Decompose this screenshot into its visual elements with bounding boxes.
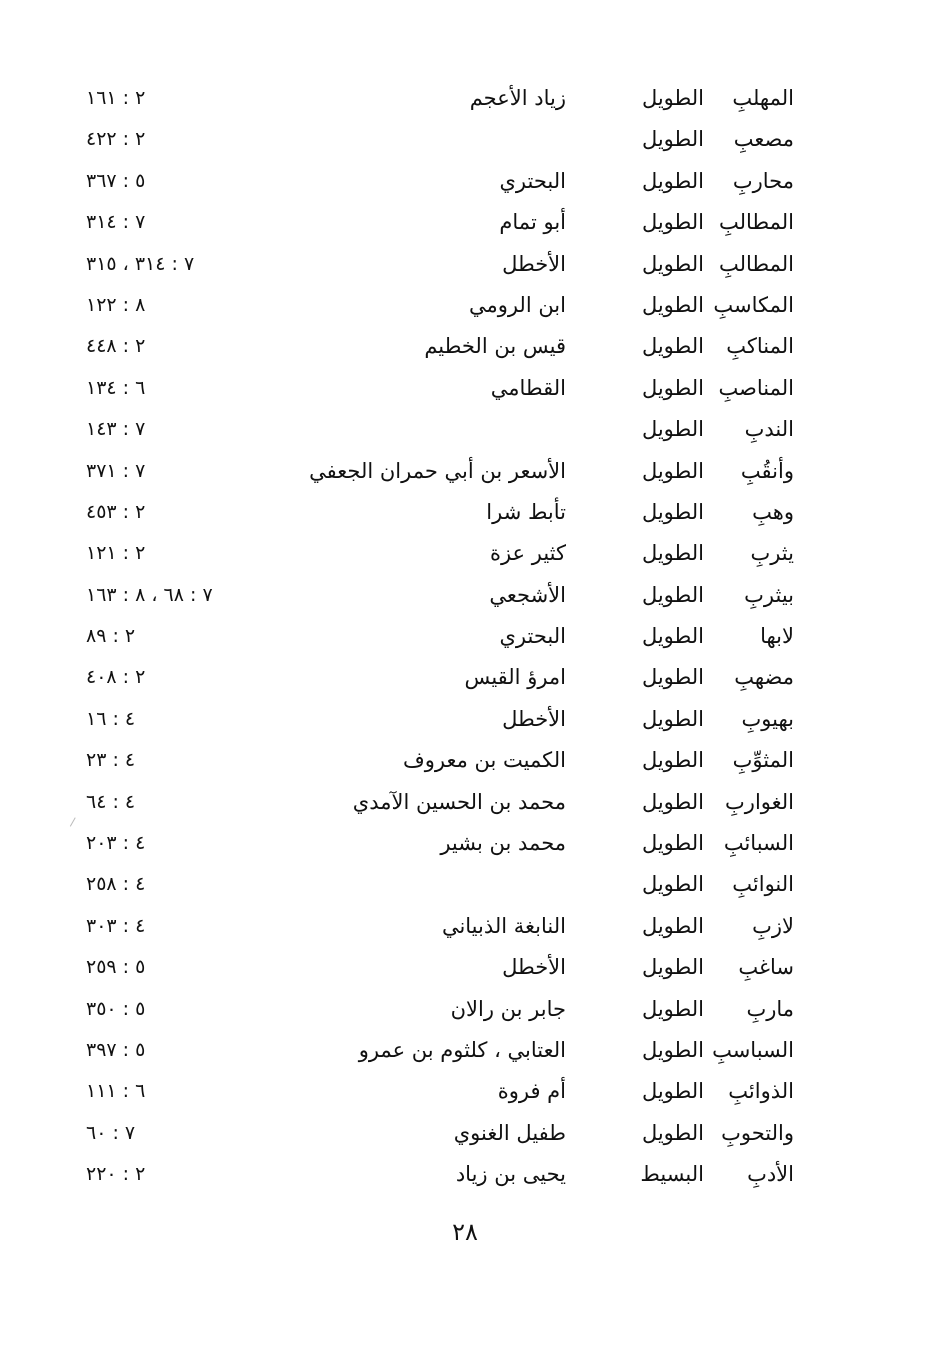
volume-page-reference: ٧ : ٦٠	[86, 1121, 136, 1144]
volume-page-reference: ٤ : ١٦	[86, 707, 136, 730]
rhyme-word: بهيوبِ	[741, 706, 794, 731]
index-row	[0, 494, 930, 535]
volume-page-reference: ٥ : ٢٥٩	[86, 956, 146, 979]
poet-name: زياد الأعجم	[469, 86, 566, 110]
volume-page-reference: ٤ : ٣٠٣	[86, 914, 146, 937]
volume-page-reference: ٧ : ٣١٤	[86, 211, 146, 234]
poet-name: امرؤ القيس	[464, 665, 566, 690]
volume-page-reference: ٢ : ٤٢٢	[86, 128, 146, 151]
index-row	[0, 784, 930, 825]
volume-page-reference: ٥ : ٣٦٧	[86, 169, 146, 192]
poet-name: البحتري	[499, 168, 566, 193]
meter-name: الطويل	[641, 1037, 704, 1062]
index-row	[0, 1115, 930, 1156]
volume-page-reference: ٥ : ٣٥٠	[86, 997, 146, 1020]
rhyme-word: ساغبِ	[738, 955, 794, 980]
index-row	[0, 825, 930, 866]
index-row	[0, 163, 930, 204]
meter-name: الطويل	[641, 955, 704, 980]
volume-page-reference: ٧ : ٦٨ ، ٨ : ١٦٣	[86, 583, 213, 606]
rhyme-word: المثوِّبِ	[732, 748, 794, 773]
meter-name: الطويل	[641, 872, 704, 897]
meter-name: الطويل	[641, 706, 704, 731]
volume-page-reference: ٢ : ٤٤٨	[86, 335, 146, 358]
index-row	[0, 949, 930, 990]
rhyme-word: بيثربِ	[744, 582, 794, 607]
rhyme-word: وهبِ	[752, 499, 794, 524]
rhyme-word: المطالبِ	[718, 210, 794, 235]
poet-name: محمد بن بشير	[440, 831, 566, 856]
poet-name: القطامي	[490, 375, 566, 400]
poet-name: جابر بن رالان	[450, 996, 566, 1021]
meter-name: الطويل	[641, 831, 704, 856]
meter-name: الطويل	[641, 417, 704, 442]
rhyme-word: السبائبِ	[723, 831, 794, 856]
index-row	[0, 204, 930, 245]
rhyme-word: مصعبِ	[733, 127, 794, 152]
volume-page-reference: ٤ : ٦٤	[86, 790, 136, 813]
meter-name: الطويل	[641, 582, 704, 607]
rhyme-word: لابها	[760, 624, 794, 649]
volume-page-reference: ٦ : ١١١	[86, 1080, 146, 1103]
meter-name: الطويل	[641, 168, 704, 193]
meter-name: الطويل	[641, 748, 704, 773]
meter-name: الطويل	[641, 86, 704, 110]
meter-name: الطويل	[641, 789, 704, 814]
poet-name: ابن الرومي	[468, 292, 566, 317]
rhyme-word: النوائبِ	[732, 872, 794, 897]
volume-page-reference: ٤ : ٢٣	[86, 749, 136, 772]
index-row	[0, 1073, 930, 1114]
index-row	[0, 370, 930, 411]
rhyme-word: المناصبِ	[718, 375, 794, 400]
volume-page-reference: ٧ : ٣١٤ ، ٣١٥	[86, 252, 195, 275]
volume-page-reference: ٦ : ١٣٤	[86, 376, 146, 399]
rhyme-word: المناكبِ	[726, 334, 794, 359]
poet-name: الأخطل	[502, 251, 566, 276]
meter-name: الطويل	[641, 541, 704, 566]
poet-name: النابغة الذبياني	[441, 913, 566, 938]
poet-name: يحيى بن زياد	[455, 1162, 566, 1187]
volume-page-reference: ٢ : ٨٩	[86, 625, 136, 648]
volume-page-reference: ٧ : ١٤٣	[86, 418, 146, 441]
index-row	[0, 1156, 930, 1197]
rhyme-word: لازبِ	[752, 913, 794, 938]
meter-name: الطويل	[641, 458, 704, 483]
meter-name: الطويل	[641, 913, 704, 938]
rhyme-word: الذوائبِ	[728, 1079, 794, 1104]
meter-name: الطويل	[641, 210, 704, 235]
volume-page-reference: ٢ : ٤٥٣	[86, 500, 146, 523]
volume-page-reference: ٨ : ١٢٢	[86, 293, 146, 316]
meter-name: الطويل	[641, 1079, 704, 1104]
index-row	[0, 908, 930, 949]
index-row	[0, 328, 930, 369]
meter-name: الطويل	[641, 499, 704, 524]
rhyme-word: والتحوبِ	[721, 1120, 794, 1145]
meter-name: الطويل	[641, 1120, 704, 1145]
index-row	[0, 866, 930, 907]
rhyme-word: وأنقُبِ	[740, 458, 794, 483]
meter-name: الطويل	[641, 375, 704, 400]
poet-name: البحتري	[499, 624, 566, 649]
index-row	[0, 121, 930, 162]
volume-page-reference: ٢ : ٢٢٠	[86, 1163, 146, 1186]
index-row	[0, 287, 930, 328]
volume-page-reference: ٢ : ٤٠٨	[86, 666, 146, 689]
rhyme-word: الندبِ	[744, 417, 794, 442]
index-row	[0, 742, 930, 783]
index-row	[0, 701, 930, 742]
meter-name: الطويل	[641, 624, 704, 649]
rhyme-word: السباسبِ	[712, 1037, 794, 1062]
rhyme-word: محاربِ	[732, 168, 794, 193]
meter-name: الطويل	[641, 292, 704, 317]
meter-name: الطويل	[641, 996, 704, 1021]
rhyme-word: يثربِ	[750, 541, 794, 566]
poet-name: الأشجعي	[489, 582, 566, 607]
poet-name: الأسعر بن أبي حمران الجعفي	[309, 458, 566, 483]
rhyme-word: المكاسبِ	[713, 292, 794, 317]
volume-page-reference: ٢ : ١٢١	[86, 542, 146, 565]
volume-page-reference: ٤ : ٢٥٨	[86, 873, 146, 896]
rhyme-word: الغواربِ	[725, 789, 794, 814]
poet-name: قيس بن الخطيم	[424, 334, 566, 359]
index-row	[0, 80, 930, 121]
poet-name: أم فروة	[497, 1079, 566, 1104]
poet-name: محمد بن الحسين الآمدي	[352, 789, 566, 814]
volume-page-reference: ٥ : ٣٩٧	[86, 1038, 146, 1061]
page-number: ٢٨	[452, 1218, 478, 1246]
meter-name: الطويل	[641, 665, 704, 690]
index-row	[0, 453, 930, 494]
rhyme-word: ماربِ	[746, 996, 794, 1021]
index-row	[0, 1032, 930, 1073]
volume-page-reference: ٧ : ٣٧١	[86, 459, 146, 482]
poet-name: العتابي ، كلثوم بن عمرو	[358, 1037, 566, 1062]
poetry-index-table	[0, 80, 930, 1198]
poet-name: الكميت بن معروف	[403, 748, 566, 773]
index-row	[0, 535, 930, 576]
poet-name: الأخطل	[502, 706, 566, 731]
index-row	[0, 618, 930, 659]
rhyme-word: المهلبِ	[732, 86, 794, 110]
volume-page-reference: ٤ : ٢٠٣	[86, 832, 146, 855]
index-row	[0, 577, 930, 618]
rhyme-word: مضهبِ	[734, 665, 794, 690]
meter-name: الطويل	[641, 251, 704, 276]
poet-name: كثير عزة	[489, 541, 566, 566]
rhyme-word: المطالبِ	[718, 251, 794, 276]
volume-page-reference: ٢ : ١٦١	[86, 87, 146, 109]
poet-name: طفيل الغنوي	[453, 1120, 566, 1145]
poet-name: أبو تمام	[499, 210, 566, 235]
poet-name: الأخطل	[502, 955, 566, 980]
index-row	[0, 991, 930, 1032]
index-row	[0, 659, 930, 700]
index-row	[0, 411, 930, 452]
meter-name: الطويل	[641, 334, 704, 359]
meter-name: الطويل	[641, 127, 704, 152]
meter-name: البسيط	[640, 1162, 704, 1187]
poet-name: تأبط شرا	[486, 499, 566, 524]
index-row	[0, 246, 930, 287]
rhyme-word: الأدبِ	[747, 1162, 794, 1187]
